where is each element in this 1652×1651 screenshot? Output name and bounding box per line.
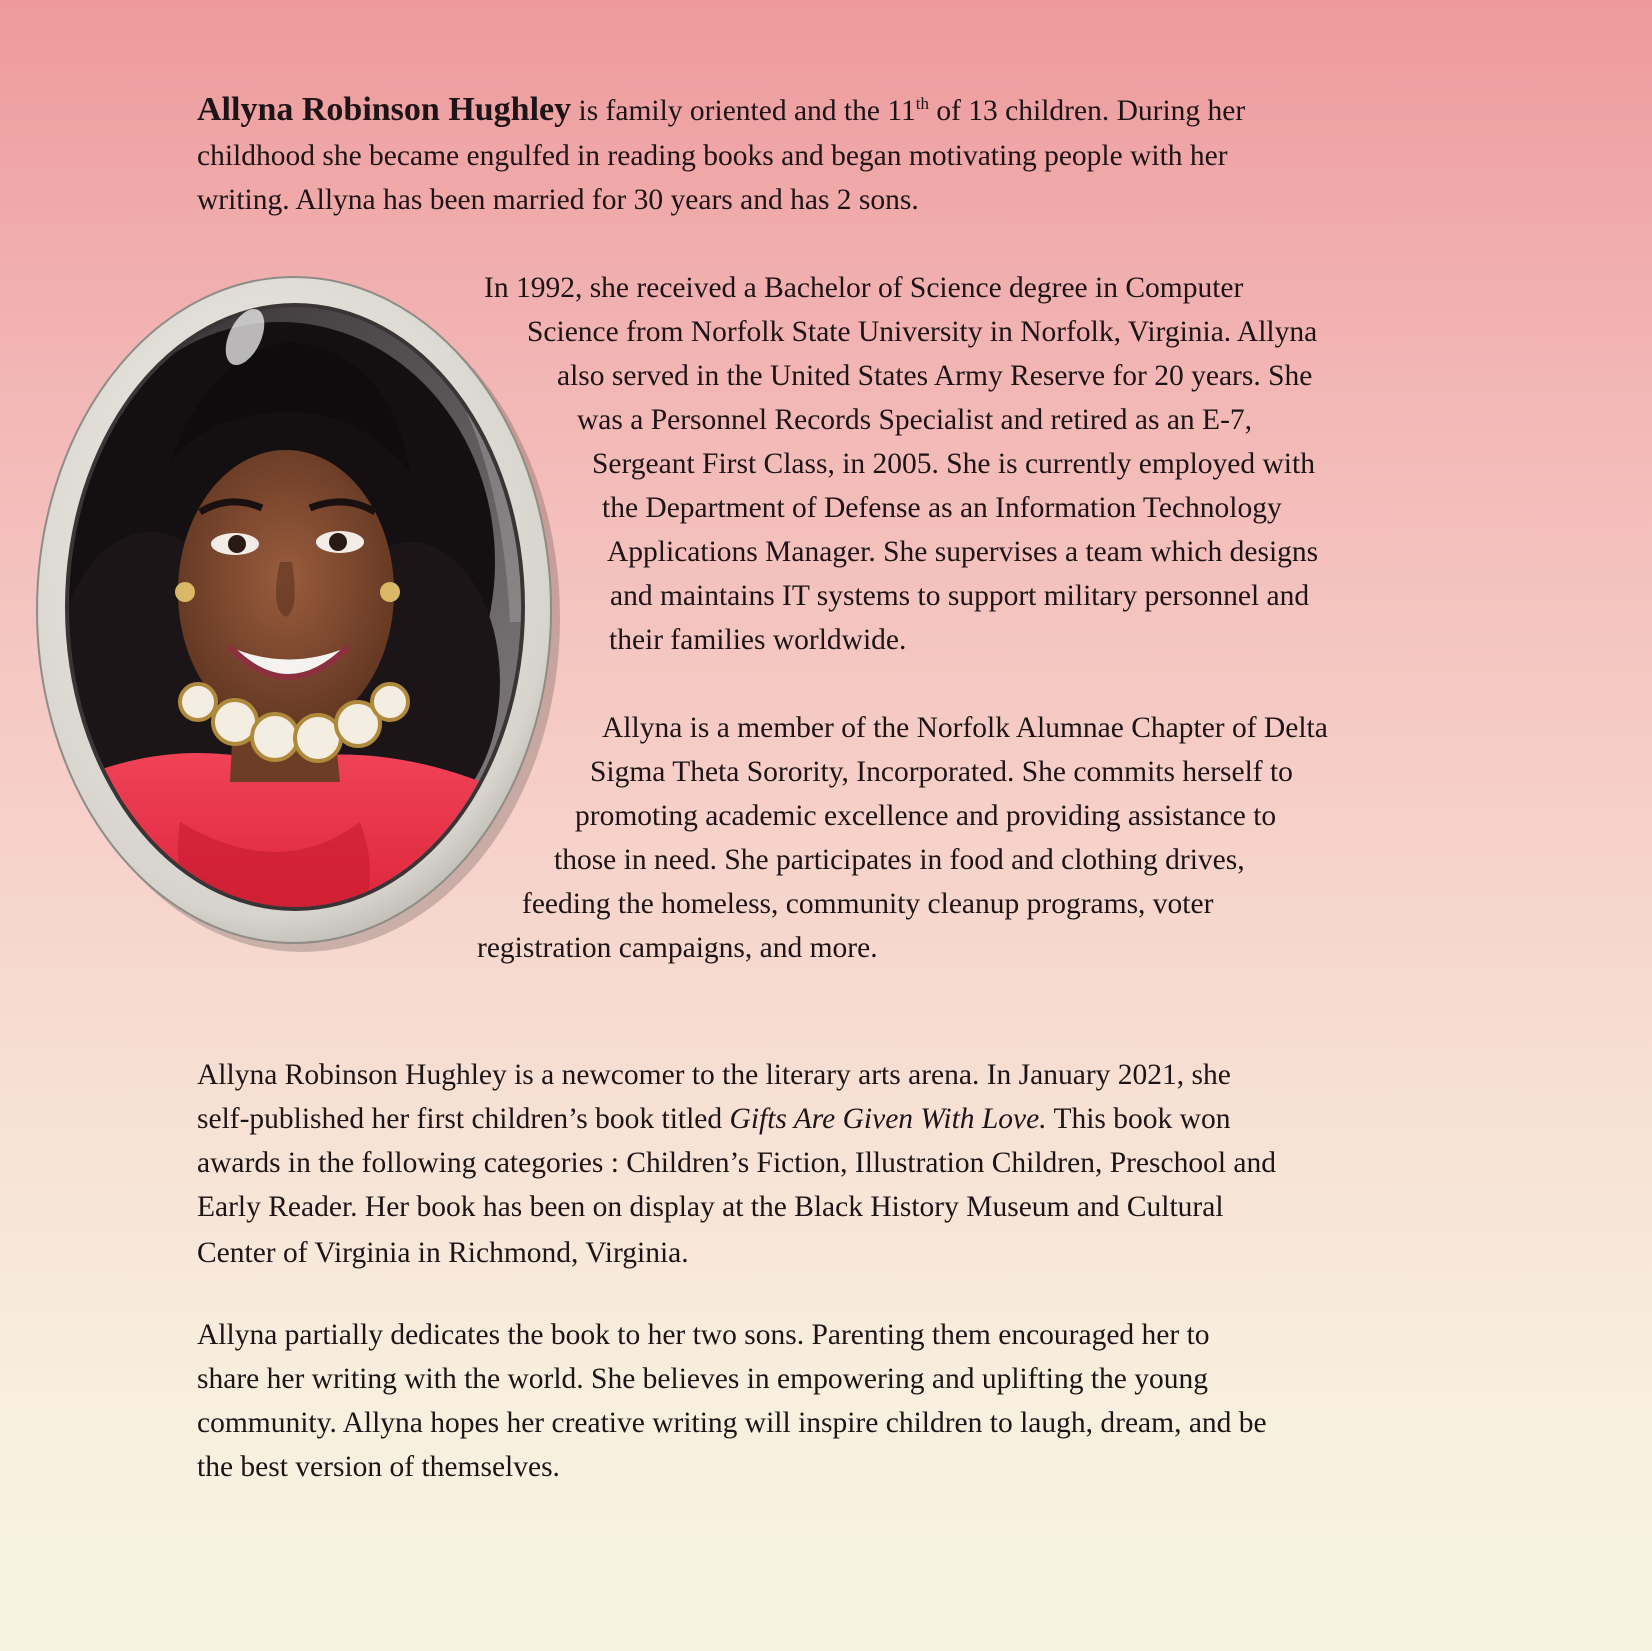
intro-line-1: Allyna Robinson Hughley is family oriented and the 11th of 13 children. During her	[197, 91, 1246, 128]
literary-line-5: Center of Virginia in Richmond, Virginia.	[197, 1237, 689, 1269]
literary-line-1: Allyna Robinson Hughley is a newcomer to the literary arts arena. In January 2021, she	[197, 1059, 1231, 1091]
intro-line-3: writing. Allyna has been married for 30 years and has 2 sons.	[197, 184, 919, 216]
author-name: Allyna Robinson Hughley	[197, 91, 572, 128]
sorority-line-5: feeding the homeless, community cleanup programs, voter	[522, 888, 1214, 920]
career-line-9: their families worldwide.	[609, 624, 907, 656]
sorority-line-2: Sigma Theta Sorority, Incorporated. She commits herself to	[590, 756, 1293, 788]
dedication-line-3: community. Allyna hopes her creative writing will inspire children to laugh, dream, and be	[197, 1407, 1267, 1439]
dedication-line-1: Allyna partially dedicates the book to her two sons. Parenting them encouraged her to	[197, 1319, 1210, 1351]
sorority-line-3: promoting academic excellence and providing assistance to	[575, 800, 1277, 832]
author-portrait	[30, 262, 564, 960]
intro-line-2: childhood she became engulfed in reading books and began motivating people with her	[197, 140, 1228, 172]
sorority-line-4: those in need. She participates in food and clothing drives,	[554, 844, 1245, 876]
dedication-line-2: share her writing with the world. She believes in empowering and uplifting the young	[197, 1363, 1208, 1395]
sorority-line-1: Allyna is a member of the Norfolk Alumnae Chapter of Delta	[602, 712, 1328, 744]
career-line-8: and maintains IT systems to support military personnel and	[610, 580, 1310, 612]
career-line-3: also served in the United States Army Reserve for 20 years. She	[557, 360, 1313, 392]
career-line-1: In 1992, she received a Bachelor of Science degree in Computer	[484, 272, 1244, 304]
literary-line-4: Early Reader. Her book has been on display at the Black History Museum and Cultural	[197, 1191, 1224, 1223]
career-line-7: Applications Manager. She supervises a team which designs	[607, 536, 1319, 568]
literary-line-2: self-published her first children’s book titled Gifts Are Given With Love. This book won	[197, 1103, 1231, 1135]
book-title: Gifts Are Given With Love.	[729, 1103, 1047, 1135]
career-line-4: was a Personnel Records Specialist and retired as an E-7,	[577, 404, 1253, 436]
literary-line-3: awards in the following categories : Children’s Fiction, Illustration Children, Preschool and	[197, 1147, 1277, 1179]
career-line-6: the Department of Defense as an Information Technology	[602, 492, 1282, 524]
career-line-2: Science from Norfolk State University in Norfolk, Virginia. Allyna	[527, 316, 1318, 348]
dedication-line-4: the best version of themselves.	[197, 1451, 560, 1483]
career-line-5: Sergeant First Class, in 2005. She is currently employed with	[592, 448, 1315, 480]
sorority-line-6: registration campaigns, and more.	[477, 932, 878, 964]
